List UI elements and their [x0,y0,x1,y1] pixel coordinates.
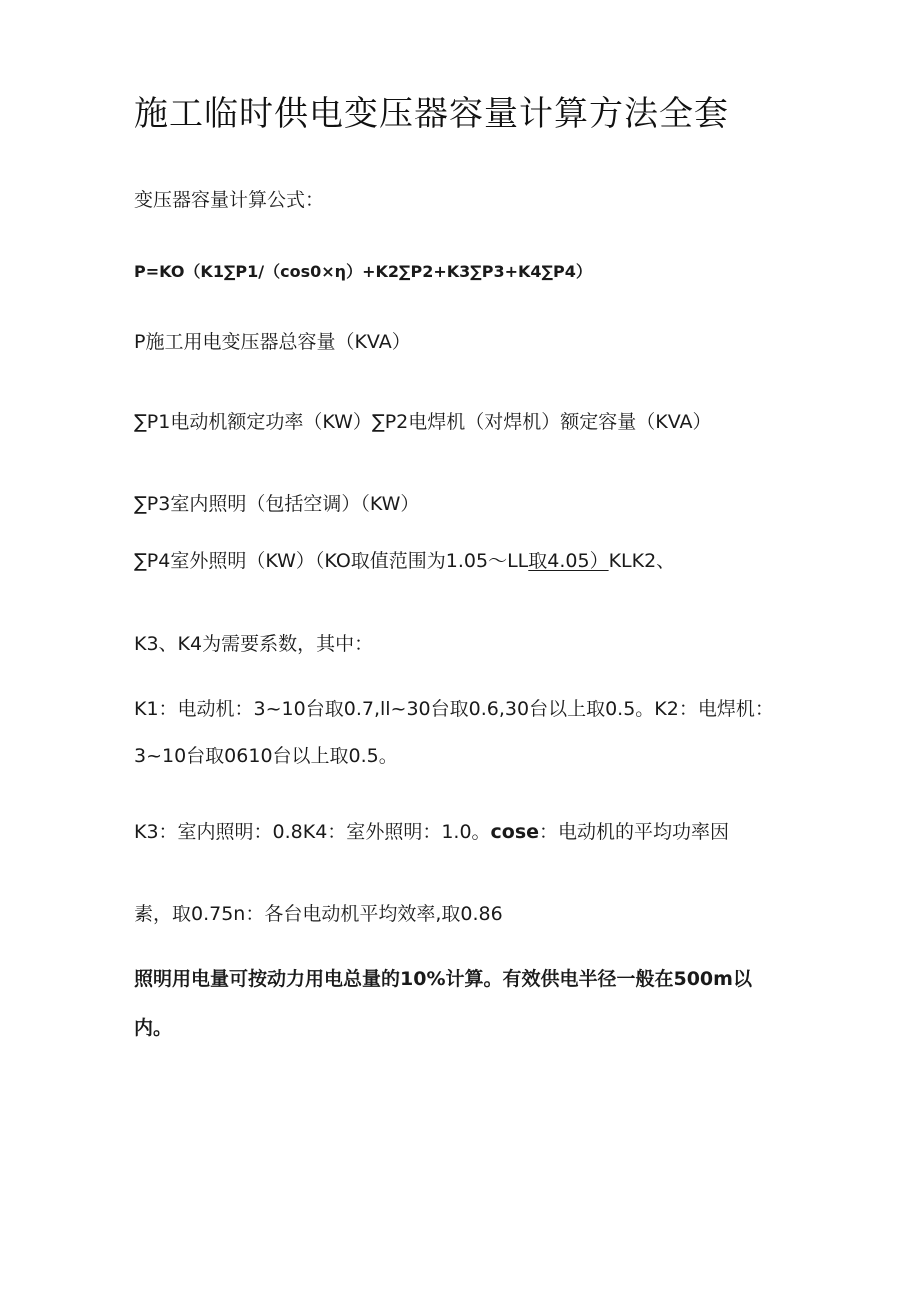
k1-k2-values-line2: 3~10台取0610台以上取0.5。 [134,745,398,767]
lighting-note-line1: 照明用电量可按动力用电总量的10%计算。有效供电半径一般在500m以 [134,968,752,990]
document-title: 施工临时供电变压器容量计算方法全套 [134,94,729,134]
definition-p4 [134,549,675,573]
k3-k4-suffix: ：电动机的平均功率因 [539,821,730,843]
formula-heading: 变压器容量计算公式： [134,189,325,211]
k1-k2-values-line1: K1：电动机：3~10台取0.7,ll~30台取0.6,30台以上取0.5。K2：电焊机： [134,698,774,720]
definition-p3: ∑P3室内照明（包括空调）（KW） [134,493,420,515]
lighting-note-line2: 内。 [134,1017,173,1039]
k3-k4-text: K3：室内照明：0.8K4：室外照明：1.0。 [134,821,491,843]
definition-p4-text: ∑P4室外照明（KW）（KO取值范围为1.05～LL [134,550,529,572]
efficiency-line: 素，取0.75n：各台电动机平均效率,取0.86 [134,903,503,925]
cose-term: cose [490,821,540,843]
definition-p4-underlined: 取4.05） [528,550,609,572]
definition-p1-p2: ∑P1电动机额定功率（KW）∑P2电焊机（对焊机）额定容量（KVA） [134,411,712,433]
definition-p: P施工用电变压器总容量（KVA） [134,331,411,353]
definition-p4-suffix: KLK2、 [608,550,676,572]
coefficient-intro: K3、K4为需要系数，其中： [134,633,374,655]
k3-k4-values [134,820,729,844]
capacity-formula: P=KO（K1∑P1/（cos0×η）+K2∑P2+K3∑P3+K4∑P4） [134,262,592,281]
